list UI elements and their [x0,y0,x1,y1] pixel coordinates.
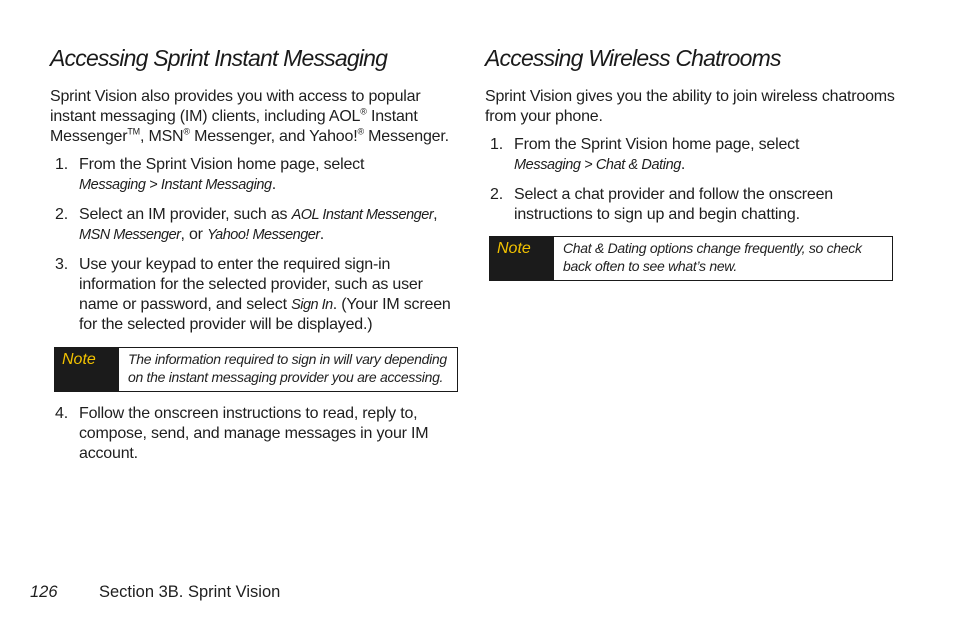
step-1-im: 1. From the Sprint Vision home page, select Messaging > Instant Messaging. [55,156,365,193]
page-footer [30,583,281,602]
section-label: Section 3B. Sprint Vision [99,583,281,601]
note-label: Note [490,237,554,280]
section-title-im: Accessing Sprint Instant Messaging [50,45,388,71]
note-text: The information required to sign in will vary depending on the instant messaging provider you are accessing. [128,351,447,385]
step-2-chat: 2. Select a chat provider and follow the onscreen instructions to sign up and begin chatting. [490,186,833,223]
option-msn: MSN Messenger [79,227,181,243]
step-3-im: 3. Use your keypad to enter the required sign-in information for the selected provider, such as user name or password, and select Sign In. (Your IM screen for the selected provider will be displayed.) [55,256,451,333]
note-text: Chat & Dating options change frequently, so check back often to see what’s new. [563,240,862,274]
step-4-im: 4. Follow the onscreen instructions to read, reply to, compose, send, and manage messages in your IM account. [55,405,429,462]
note-box-chat [489,236,893,281]
note-box-im [54,347,458,392]
sign-in-label: Sign In [291,297,333,313]
step-2-im: 2. Select an IM provider, such as AOL Instant Messenger, MSN Messenger, or Yahoo! Messenger. [55,206,438,243]
menu-path-instant-messaging: Messaging > Instant Messaging [79,177,272,193]
right-column [485,40,895,293]
intro-paragraph-chat: Sprint Vision gives you the ability to join wireless chatrooms from your phone. [485,88,895,125]
option-yahoo: Yahoo! Messenger [207,227,320,243]
step-1-chat: 1. From the Sprint Vision home page, select Messaging > Chat & Dating. [490,136,800,173]
section-title-chat: Accessing Wireless Chatrooms [485,45,781,71]
left-column [50,40,458,474]
page-number: 126 [30,583,58,601]
menu-path-chat-dating: Messaging > Chat & Dating [514,157,681,173]
intro-paragraph-im: Sprint Vision also provides you with access to popular instant messaging (IM) clients, including AOL® Instant Messenger™, MSN® Messenger, and Yahoo!® Messenger. [50,88,449,145]
note-label: Note [55,348,119,391]
option-aol: AOL Instant Messenger [291,207,434,223]
